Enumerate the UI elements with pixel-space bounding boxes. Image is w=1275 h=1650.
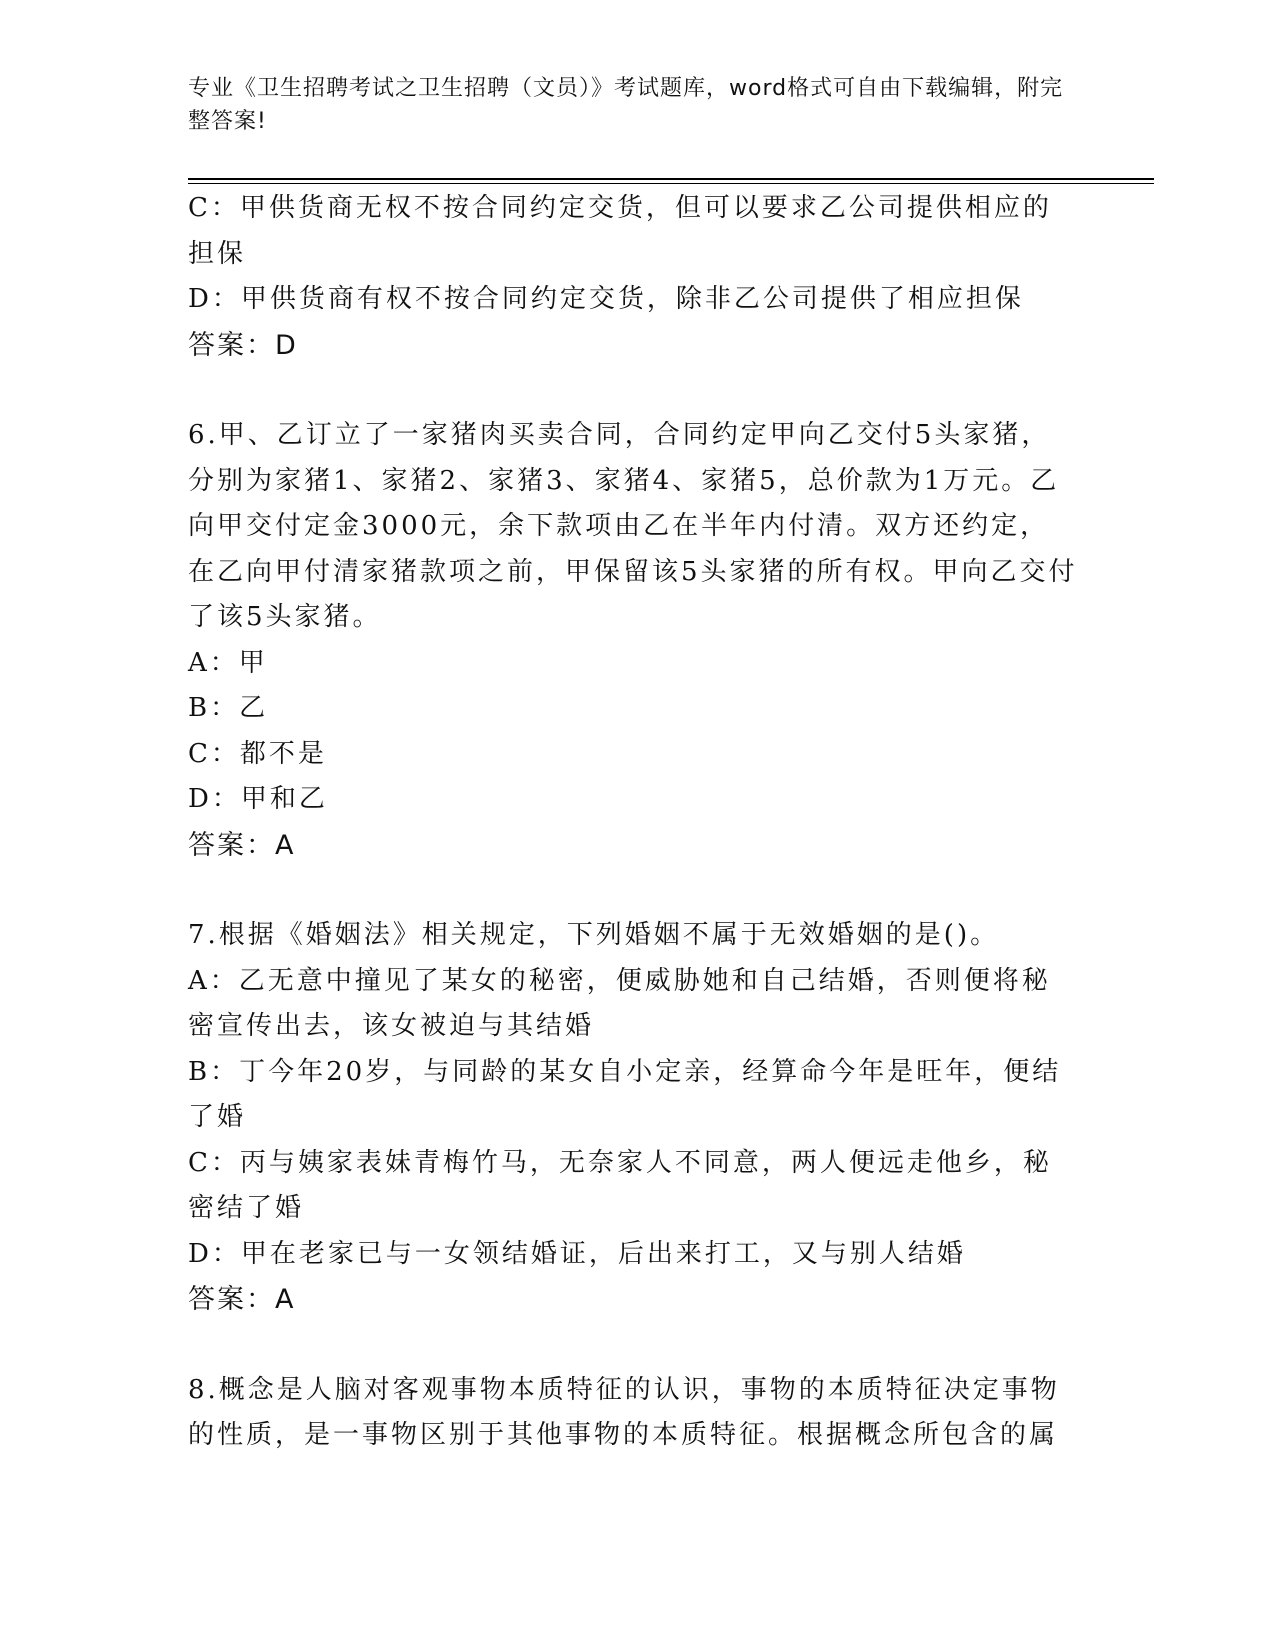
q6-option-d: D：甲和乙 (188, 784, 328, 814)
q7-option-c: C：丙与姨家表妹青梅竹马，无奈家人不同意，两人便远走他乡，秘密结了婚 (188, 1147, 1052, 1223)
q6-answer: 答案：A (188, 829, 296, 861)
document-header: 专业《卫生招聘考试之卫生招聘（文员）》考试题库，word格式可自由下载编辑，附完整答案! (188, 76, 1064, 134)
q7-answer: 答案：A (188, 1284, 296, 1315)
header-divider (188, 178, 1154, 184)
q7-option-b: B：丁今年20岁，与同龄的某女自小定亲，经算命今年是旺年，便结了婚 (188, 1056, 1062, 1132)
q6-option-c: C：都不是 (188, 738, 327, 769)
q5-answer: 答案：D (188, 329, 298, 361)
q6-option-a: A：甲 (188, 647, 268, 678)
question-content (188, 186, 1078, 1459)
q7-option-d: D：甲在老家已与一女领结婚证，后出来打工，又与别人结婚 (188, 1238, 966, 1269)
q5-option-d: D：甲供货商有权不按合同约定交货，除非乙公司提供了相应担保 (188, 284, 1024, 314)
q6-stem: 6.甲、乙订立了一家猪肉买卖合同，合同约定甲向乙交付5头家猪，分别为家猪1、家猪2、家猪3、家猪4、家猪5，总价款为1万元。乙向甲交付定金3000元，余下款项由乙在半年内付清。双方还约定，在乙向甲付清家猪款项之前，甲保留该5头家猪的所有权。甲向乙交付了该5头家猪。 (188, 420, 1078, 632)
q7-stem: 7.根据《婚姻法》相关规定，下列婚姻不属于无效婚姻的是()。 (188, 920, 1000, 950)
q7-option-a: A：乙无意中撞见了某女的秘密，便威胁她和自己结婚，否则便将秘密宣传出去，该女被迫与其结婚 (188, 965, 1051, 1041)
q8-stem: 8.概念是人脑对客观事物本质特征的认识，事物的本质特征决定事物的性质，是一事物区别于其他事物的本质特征。根据概念所包含的属 (188, 1374, 1060, 1450)
q6-option-b: B：乙 (188, 693, 269, 723)
q5-option-c: C：甲供货商无权不按合同约定交货，但可以要求乙公司提供相应的担保 (188, 193, 1052, 269)
